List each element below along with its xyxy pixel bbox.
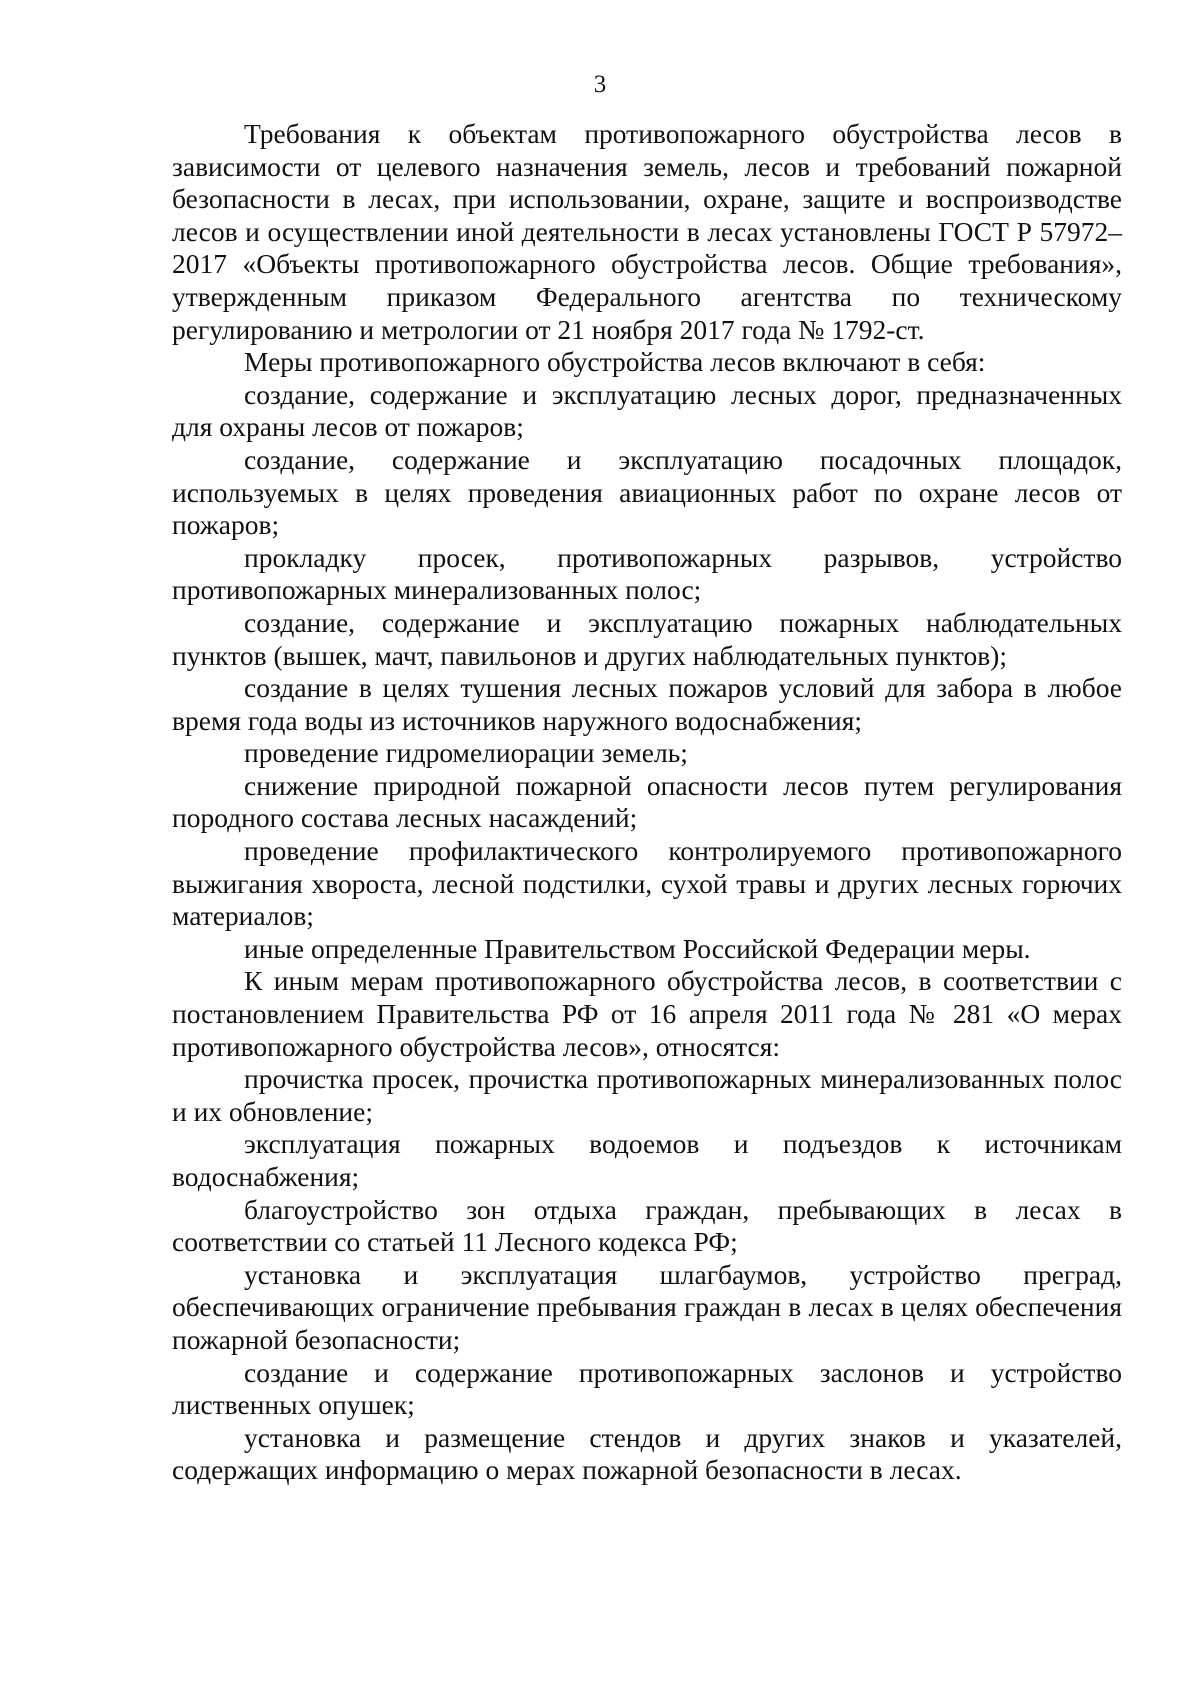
list-item: эксплуатация пожарных водоемов и подъездов к источникам водоснабжения; [172,1128,1122,1192]
paragraph-measures-intro: Меры противопожарного обустройства лесов включают в себя: [244,346,986,378]
list-item: иные определенные Правительством Российской Федерации меры. [244,932,1031,964]
list-item: проведение профилактического контролируемого противопожарного выжигания хвороста, лесной подстилки, сухой травы и других лесных горючих материалов; [172,835,1122,932]
paragraph-gost-requirements: Требования к объектам противопожарного обустройства лесов в зависимости от целевого назначения земель, лесов и требований пожарной безопасности в лесах, при использовании, охране, защите и воспроизводстве лесов и осуществлении иной деятельности в лесах установлены ГОСТ Р 57972–2017 «Объекты противопожарного обустройства лесов. Общие требования», утвержденным приказом Федерального агентства по техническому регулированию и метрологии от 21 ноября 2017 года № 1792-ст. [172,118,1122,345]
list-item: создание, содержание и эксплуатацию пожарных наблюдательных пунктов (вышек, мачт, павильонов и других наблюдательных пунктов); [172,606,1122,671]
list-item: создание в целях тушения лесных пожаров условий для забора в любое время года воды из источников наружного водоснабжения; [172,672,1122,736]
paragraph-other-measures-intro: К иным мерам противопожарного обустройства лесов, в соответствии с постановлением Правительства РФ от 16 апреля 2011 года № 281 «О мерах противопожарного обустройства лесов», относятся: [172,965,1122,1062]
list-item: прокладку просек, противопожарных разрывов, устройство противопожарных минерализованных полос; [172,541,1122,606]
list-item: прочистка просек, прочистка противопожарных минерализованных полос и их обновление; [172,1063,1122,1127]
list-item: создание, содержание и эксплуатацию посадочных площадок, используемых в целях проведения авиационных работ по охране лесов от пожаров; [172,443,1122,541]
list-item: установка и размещение стендов и других знаков и указателей, содержащих информацию о мерах пожарной безопасности в лесах. [172,1421,1122,1486]
list-item: благоустройство зон отдыха граждан, пребывающих в лесах в соответствии со статьей 11 Лесного кодекса РФ; [172,1193,1122,1258]
page-number: 3 [593,71,607,98]
list-item: создание и содержание противопожарных заслонов и устройство лиственных опушек; [172,1356,1122,1421]
list-item: создание, содержание и эксплуатацию лесных дорог, предназначенных для охраны лесов от пожаров; [172,378,1122,443]
list-item: проведение гидромелиорации земель; [244,737,688,769]
list-item: снижение природной пожарной опасности лесов путем регулирования породного состава лесных насаждений; [172,769,1122,834]
document-body [172,118,1122,1487]
list-item: установка и эксплуатация шлагбаумов, устройство преград, обеспечивающих ограничение пребывания граждан в лесах в целях обеспечения пожарной безопасности; [172,1258,1122,1355]
